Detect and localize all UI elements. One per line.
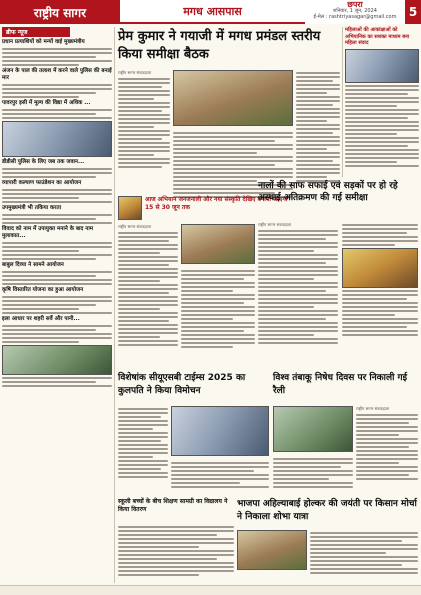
school-headline: स्कूली बच्चों के बीच शिक्षण सामग्री का विद्यालय ने किया वितरण — [118, 498, 228, 513]
column-divider-right — [342, 27, 343, 177]
column-divider-left — [114, 27, 115, 583]
right-teaser — [345, 27, 419, 177]
brief-headline-10: इला आधार पर शहरी सर्वे और पानी... — [2, 316, 80, 322]
vc-story-2 — [171, 460, 269, 496]
bjp-headline: भाजपा अहिल्याबाई होल्कर की जयंती पर किसान मोर्चा ने निकाला शोभा यात्रा — [237, 499, 417, 522]
paper-name: राष्ट्रीय सागर — [0, 0, 120, 24]
brief-headline-8: बाबुल दिव्या ने सामने आयोजन — [2, 262, 64, 268]
drain-headline: नालों की साफ सफाई एवं सड़कों पर हो रहे अस्थाई अतिक्रमण की गई समीक्षा — [258, 181, 398, 203]
right-col-b — [342, 222, 418, 372]
ad-photo — [118, 196, 142, 220]
vc-story — [118, 406, 168, 496]
mid-photo-1 — [181, 224, 255, 264]
byline-4: राष्ट्रीय सागर संवाददाता — [356, 406, 390, 411]
tobacco-headline: विश्व तंबाकू निषेध दिवस पर निकाली गई रैली — [273, 373, 408, 396]
right-teaser-title: महिलाओं की आकांक्षाओं को अभियानिक का सशक्त माध्यम बना महिला संवाद — [345, 27, 410, 46]
tobacco-story-2 — [273, 456, 353, 496]
byline-3: राष्ट्रीय सागर संवाददाता — [258, 222, 292, 227]
bjp-photo — [237, 530, 307, 570]
tobacco-story — [356, 406, 418, 496]
brief-headline-1: प्रधान प्रत्याशियों को मन्यों वाई मुख्यमंत्रीय — [2, 39, 85, 45]
byline-2: राष्ट्रीय सागर संवाददाता — [118, 224, 152, 229]
school-story — [118, 524, 234, 582]
tobacco-photo — [273, 406, 353, 452]
page-number: 5 — [405, 0, 421, 24]
left-photo-1 — [2, 121, 112, 157]
brief-headline-9: कृषि विस्तारित योजना का हुआ आयोजन — [2, 287, 84, 293]
left-column — [2, 27, 112, 583]
brief-headline-6: उपमुख्यमंत्री भी तकिया करता — [2, 205, 62, 211]
mid-col-b — [181, 268, 255, 368]
mid-col-a — [118, 224, 178, 374]
page-footer — [0, 585, 421, 595]
drain-story — [258, 222, 338, 372]
city-name: छपरा — [347, 0, 363, 9]
vc-photo — [171, 406, 269, 456]
brief-tag: ब्रीफ न्यूज — [2, 27, 70, 37]
main-photo — [173, 70, 293, 126]
main-headline: प्रेम कुमार ने गयाजी में मगध प्रमंडल स्तरीय किया समीक्षा बैठक — [118, 29, 321, 62]
main-story-left — [118, 70, 170, 190]
brief-headline-4: डीडीसी पुलिस के लिए जब तक जवान... — [2, 159, 85, 165]
vice-chancellor-headline: विशेषांक सीयूएसबी टाईम्स 2025 का कुलपति ने किया विमोचन — [118, 373, 246, 396]
brief-headline-2: अंजन के पाल की तलाश में करने वाले पुलिस की बनाई मार — [2, 68, 112, 81]
bjp-story — [310, 530, 418, 582]
section-title: मगध आसपास — [120, 0, 305, 24]
brief-headline-3: पावरपुर इसी में मूल्य की विद्या में अधिक ... — [2, 100, 91, 106]
left-photo-2 — [2, 345, 112, 375]
ad-line: आज अभियान जनजनाली और नया संस्कृति देखिए बनाया जाएगा 15 से 30 जून तक — [145, 196, 288, 211]
web-address: ई-मेल : rashtriyasagar@gmail.com — [313, 14, 397, 20]
dateline: शनिवार, 1 जून, 2024 — [333, 8, 377, 14]
right-teaser-photo — [345, 49, 419, 83]
dateline-block — [305, 0, 405, 24]
byline-1: राष्ट्रीय सागर संवाददाता — [118, 70, 152, 75]
right-photo-2 — [342, 248, 418, 288]
brief-headline-5: व्यापारी कल्याण फाउंडेशन का आयोजन — [2, 180, 82, 186]
brief-headline-7: विवाद को नाम में उपायुक्त मनाने के बाद नाम मुलाकात... — [2, 226, 94, 239]
